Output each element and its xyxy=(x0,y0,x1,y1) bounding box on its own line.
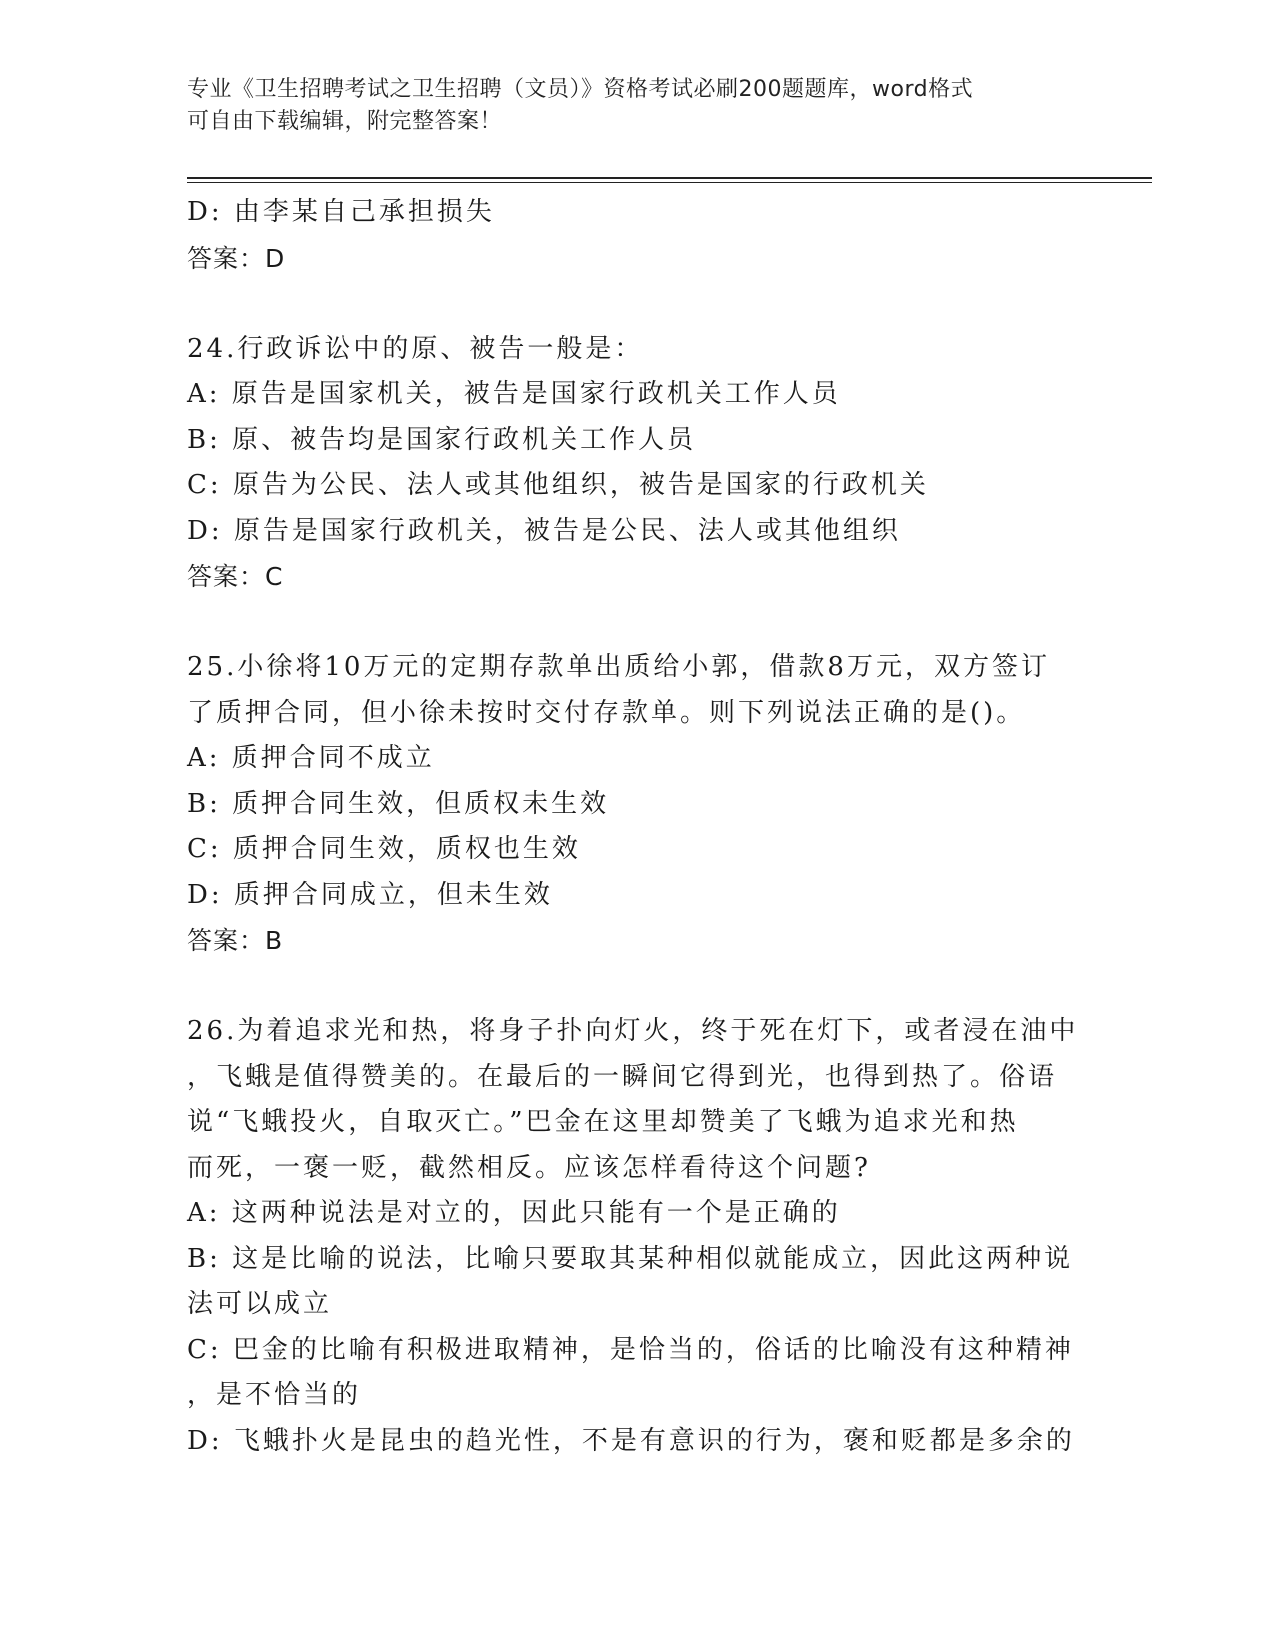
option-c: C: 巴金的比喻有积极进取精神，是恰当的，俗话的比喻没有这种精神 xyxy=(187,1334,1074,1365)
question-list xyxy=(187,190,1087,1464)
header-line-2: 可自由下载编辑，附完整答案！ xyxy=(187,109,503,134)
spacer xyxy=(187,964,1087,1010)
question-23-tail xyxy=(187,190,1087,281)
question-stem: 而死，一褒一贬，截然相反。应该怎样看待这个问题? xyxy=(187,1152,871,1183)
header-divider-thin xyxy=(187,182,1152,183)
option-c-continued: ，是不恰当的 xyxy=(187,1380,362,1410)
question-25 xyxy=(187,645,1087,964)
option-c: C: 原告为公民、法人或其他组织，被告是国家的行政机关 xyxy=(187,470,929,500)
document-header xyxy=(187,74,1067,138)
question-stem: 24.行政诉讼中的原、被告一般是： xyxy=(187,333,644,364)
option-d: D: 原告是国家行政机关，被告是公民、法人或其他组织 xyxy=(187,515,901,546)
question-stem: 25.小徐将10万元的定期存款单出质给小郭，借款8万元，双方签订 xyxy=(187,652,1050,682)
header-divider-thick xyxy=(187,177,1152,179)
option-d: D: 飞蛾扑火是昆虫的趋光性，不是有意识的行为，褒和贬都是多余的 xyxy=(187,1425,1075,1456)
answer-line: 答案：B xyxy=(187,926,284,955)
spacer xyxy=(187,600,1087,646)
question-stem: 26.为着追求光和热，将身子扑向灯火，终于死在灯下，或者浸在油中 xyxy=(187,1016,1079,1046)
option-a: A: 原告是国家机关，被告是国家行政机关工作人员 xyxy=(187,379,841,409)
header-line-1: 专业《卫生招聘考试之卫生招聘（文员）》资格考试必刷200题题库，word格式 xyxy=(187,77,974,102)
question-stem: ，飞蛾是值得赞美的。在最后的一瞬间它得到光，也得到热了。俗语 xyxy=(187,1061,1058,1092)
option-b-continued: 法可以成立 xyxy=(187,1289,333,1319)
question-26 xyxy=(187,1009,1087,1464)
option-a: A: 这两种说法是对立的，因此只能有一个是正确的 xyxy=(187,1198,841,1228)
option-b: B: 质押合同生效，但质权未生效 xyxy=(187,788,610,819)
option-b: B: 原、被告均是国家行政机关工作人员 xyxy=(187,424,697,455)
option-d: D: 由李某自己承担损失 xyxy=(187,197,495,227)
answer-line: 答案：C xyxy=(187,562,284,591)
option-a: A: 质押合同不成立 xyxy=(187,743,435,773)
question-stem: 说“飞蛾投火，自取灭亡。”巴金在这里却赞美了飞蛾为追求光和热 xyxy=(187,1107,1019,1137)
spacer xyxy=(187,281,1087,327)
question-stem: 了质押合同，但小徐未按时交付存款单。则下列说法正确的是()。 xyxy=(187,697,1026,728)
question-24 xyxy=(187,327,1087,600)
option-b: B: 这是比喻的说法，比喻只要取其某种相似就能成立，因此这两种说 xyxy=(187,1243,1074,1274)
option-d: D: 质押合同成立，但未生效 xyxy=(187,879,553,910)
answer-line: 答案：D xyxy=(187,243,286,273)
option-c: C: 质押合同生效，质权也生效 xyxy=(187,834,581,864)
